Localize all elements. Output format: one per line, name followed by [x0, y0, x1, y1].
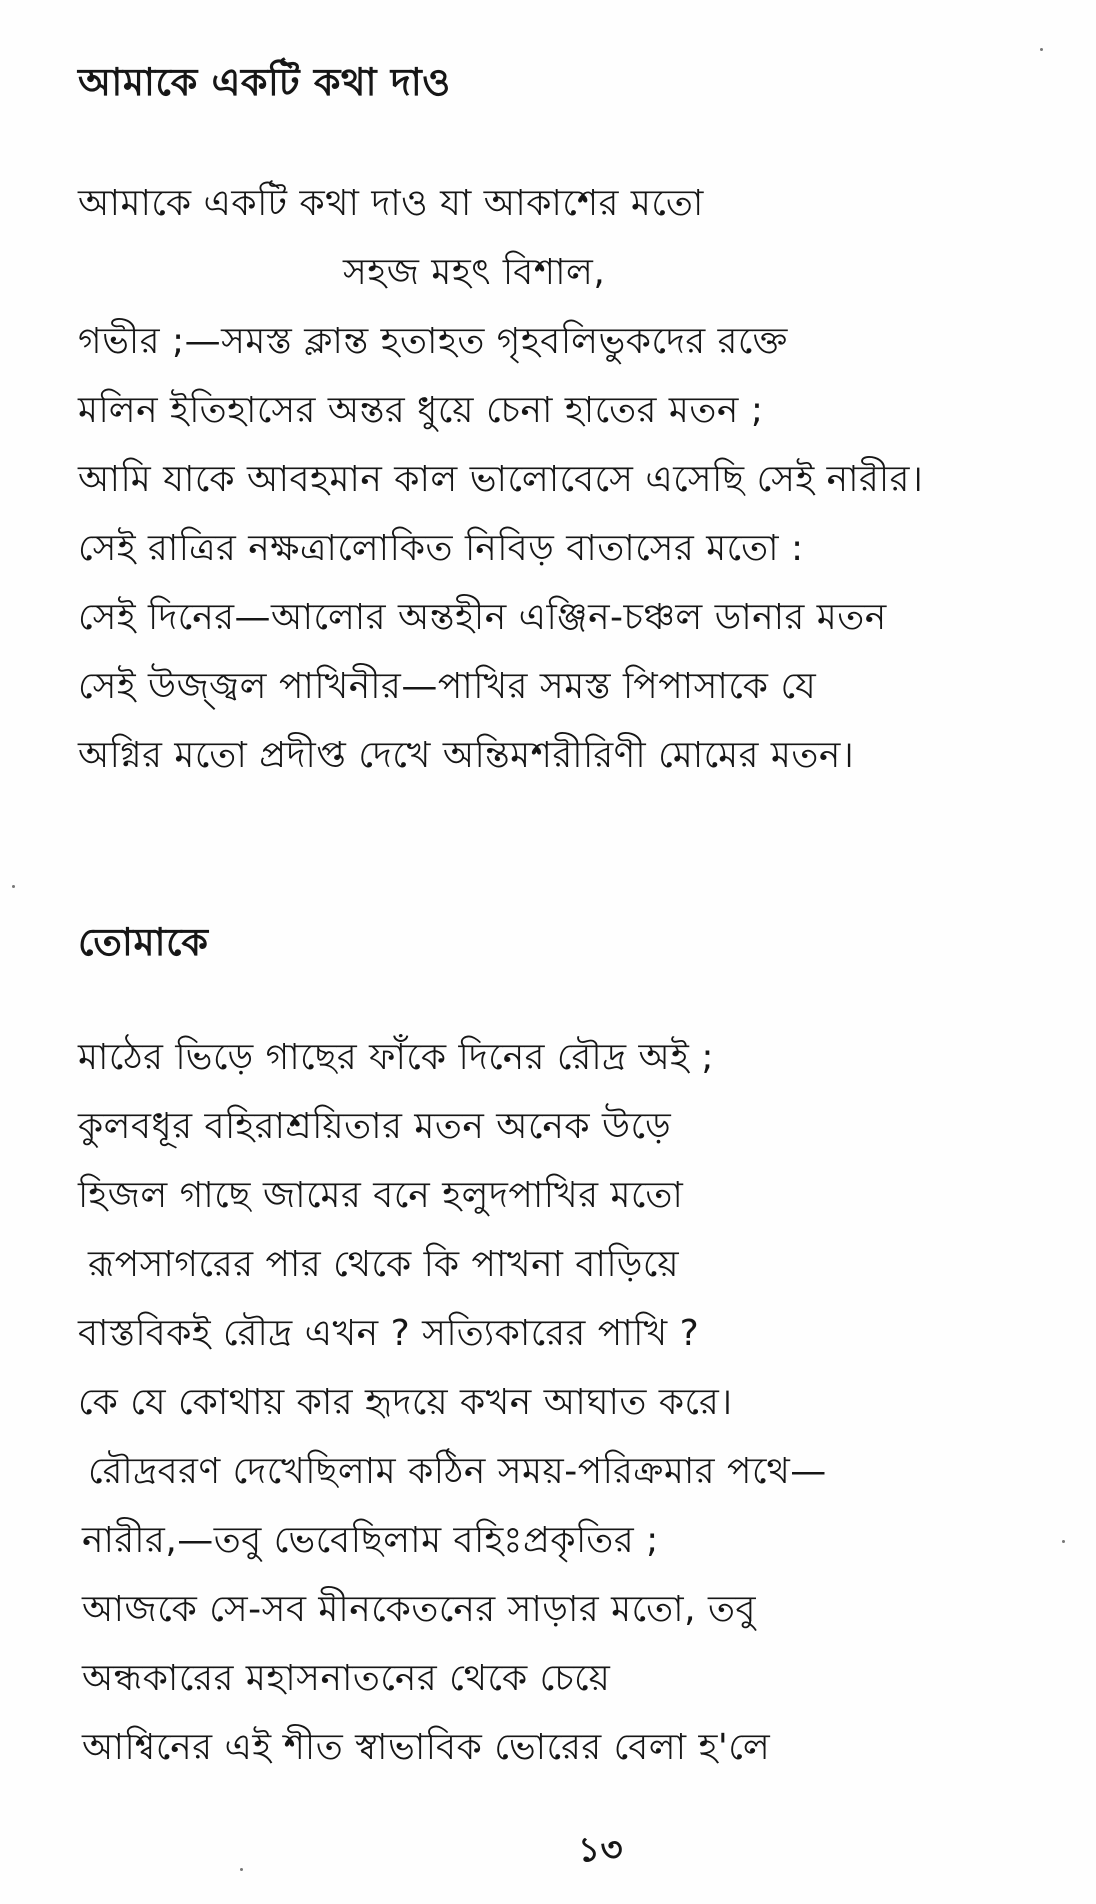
poem-line: গভীর ;—সমস্ত ক্লান্ত হতাহত গৃহবলিভুকদের রক্তে: [78, 321, 788, 362]
scan-speck: [12, 885, 15, 888]
poem-title: তোমাকে: [78, 920, 209, 964]
page-number: ১৩: [578, 1830, 624, 1870]
poem-line: রৌদ্রবরণ দেখেছিলাম কঠিন সময়-পরিক্রমার পথে—: [88, 1451, 827, 1492]
poem-line: আজকে সে-সব মীনকেতনের সাড়ার মতো, তবু: [82, 1589, 757, 1630]
poem-line: সেই দিনের—আলোর অন্তহীন এঞ্জিন-চঞ্চল ডানার মতন: [78, 597, 887, 638]
poem-line: আশ্বিনের এই শীত স্বাভাবিক ভোরের বেলা হ'লে: [82, 1727, 771, 1768]
poem-line: সেই রাত্রির নক্ষত্রালোকিত নিবিড় বাতাসের মতো :: [78, 528, 804, 569]
poem-line: অগ্নির মতো প্রদীপ্ত দেখে অন্তিমশরীরিণী মোমের মতন।: [78, 735, 855, 776]
poem-line: আমি যাকে আবহমান কাল ভালোবেসে এসেছি সেই নারীর।: [78, 459, 924, 500]
poem-line: হিজল গাছে জামের বনে হলুদপাখির মতো: [78, 1175, 684, 1216]
poem-line: মলিন ইতিহাসের অন্তর ধুয়ে চেনা হাতের মতন ;: [78, 390, 764, 431]
poem-line: সহজ মহৎ বিশাল,: [343, 252, 606, 293]
poem-line: মাঠের ভিড়ে গাছের ফাঁকে দিনের রৌদ্র অই ;: [78, 1037, 714, 1078]
poem-line: বাস্তবিকই রৌদ্র এখন ? সত্যিকারের পাখি ?: [78, 1313, 700, 1354]
scan-speck: [240, 1868, 243, 1871]
poem-line: সেই উজ্জ্বল পাখিনীর—পাখির সমস্ত পিপাসাকে যে: [78, 666, 817, 707]
poem-line: কে যে কোথায় কার হৃদয়ে কখন আঘাত করে।: [78, 1382, 733, 1423]
poem-line: নারীর,—তবু ভেবেছিলাম বহিঃপ্রকৃতির ;: [82, 1520, 659, 1561]
poem-line: কুলবধূর বহিরাশ্রয়িতার মতন অনেক উড়ে: [78, 1106, 672, 1147]
poem-line: রূপসাগরের পার থেকে কি পাখনা বাড়িয়ে: [88, 1244, 680, 1285]
poem-line: অন্ধকারের মহাসনাতনের থেকে চেয়ে: [82, 1658, 611, 1699]
poem-title: আমাকে একটি কথা দাও: [78, 60, 451, 104]
scan-speck: [1062, 1540, 1065, 1543]
scan-speck: [1040, 48, 1043, 51]
poem-line: আমাকে একটি কথা দাও যা আকাশের মতো: [78, 183, 704, 224]
